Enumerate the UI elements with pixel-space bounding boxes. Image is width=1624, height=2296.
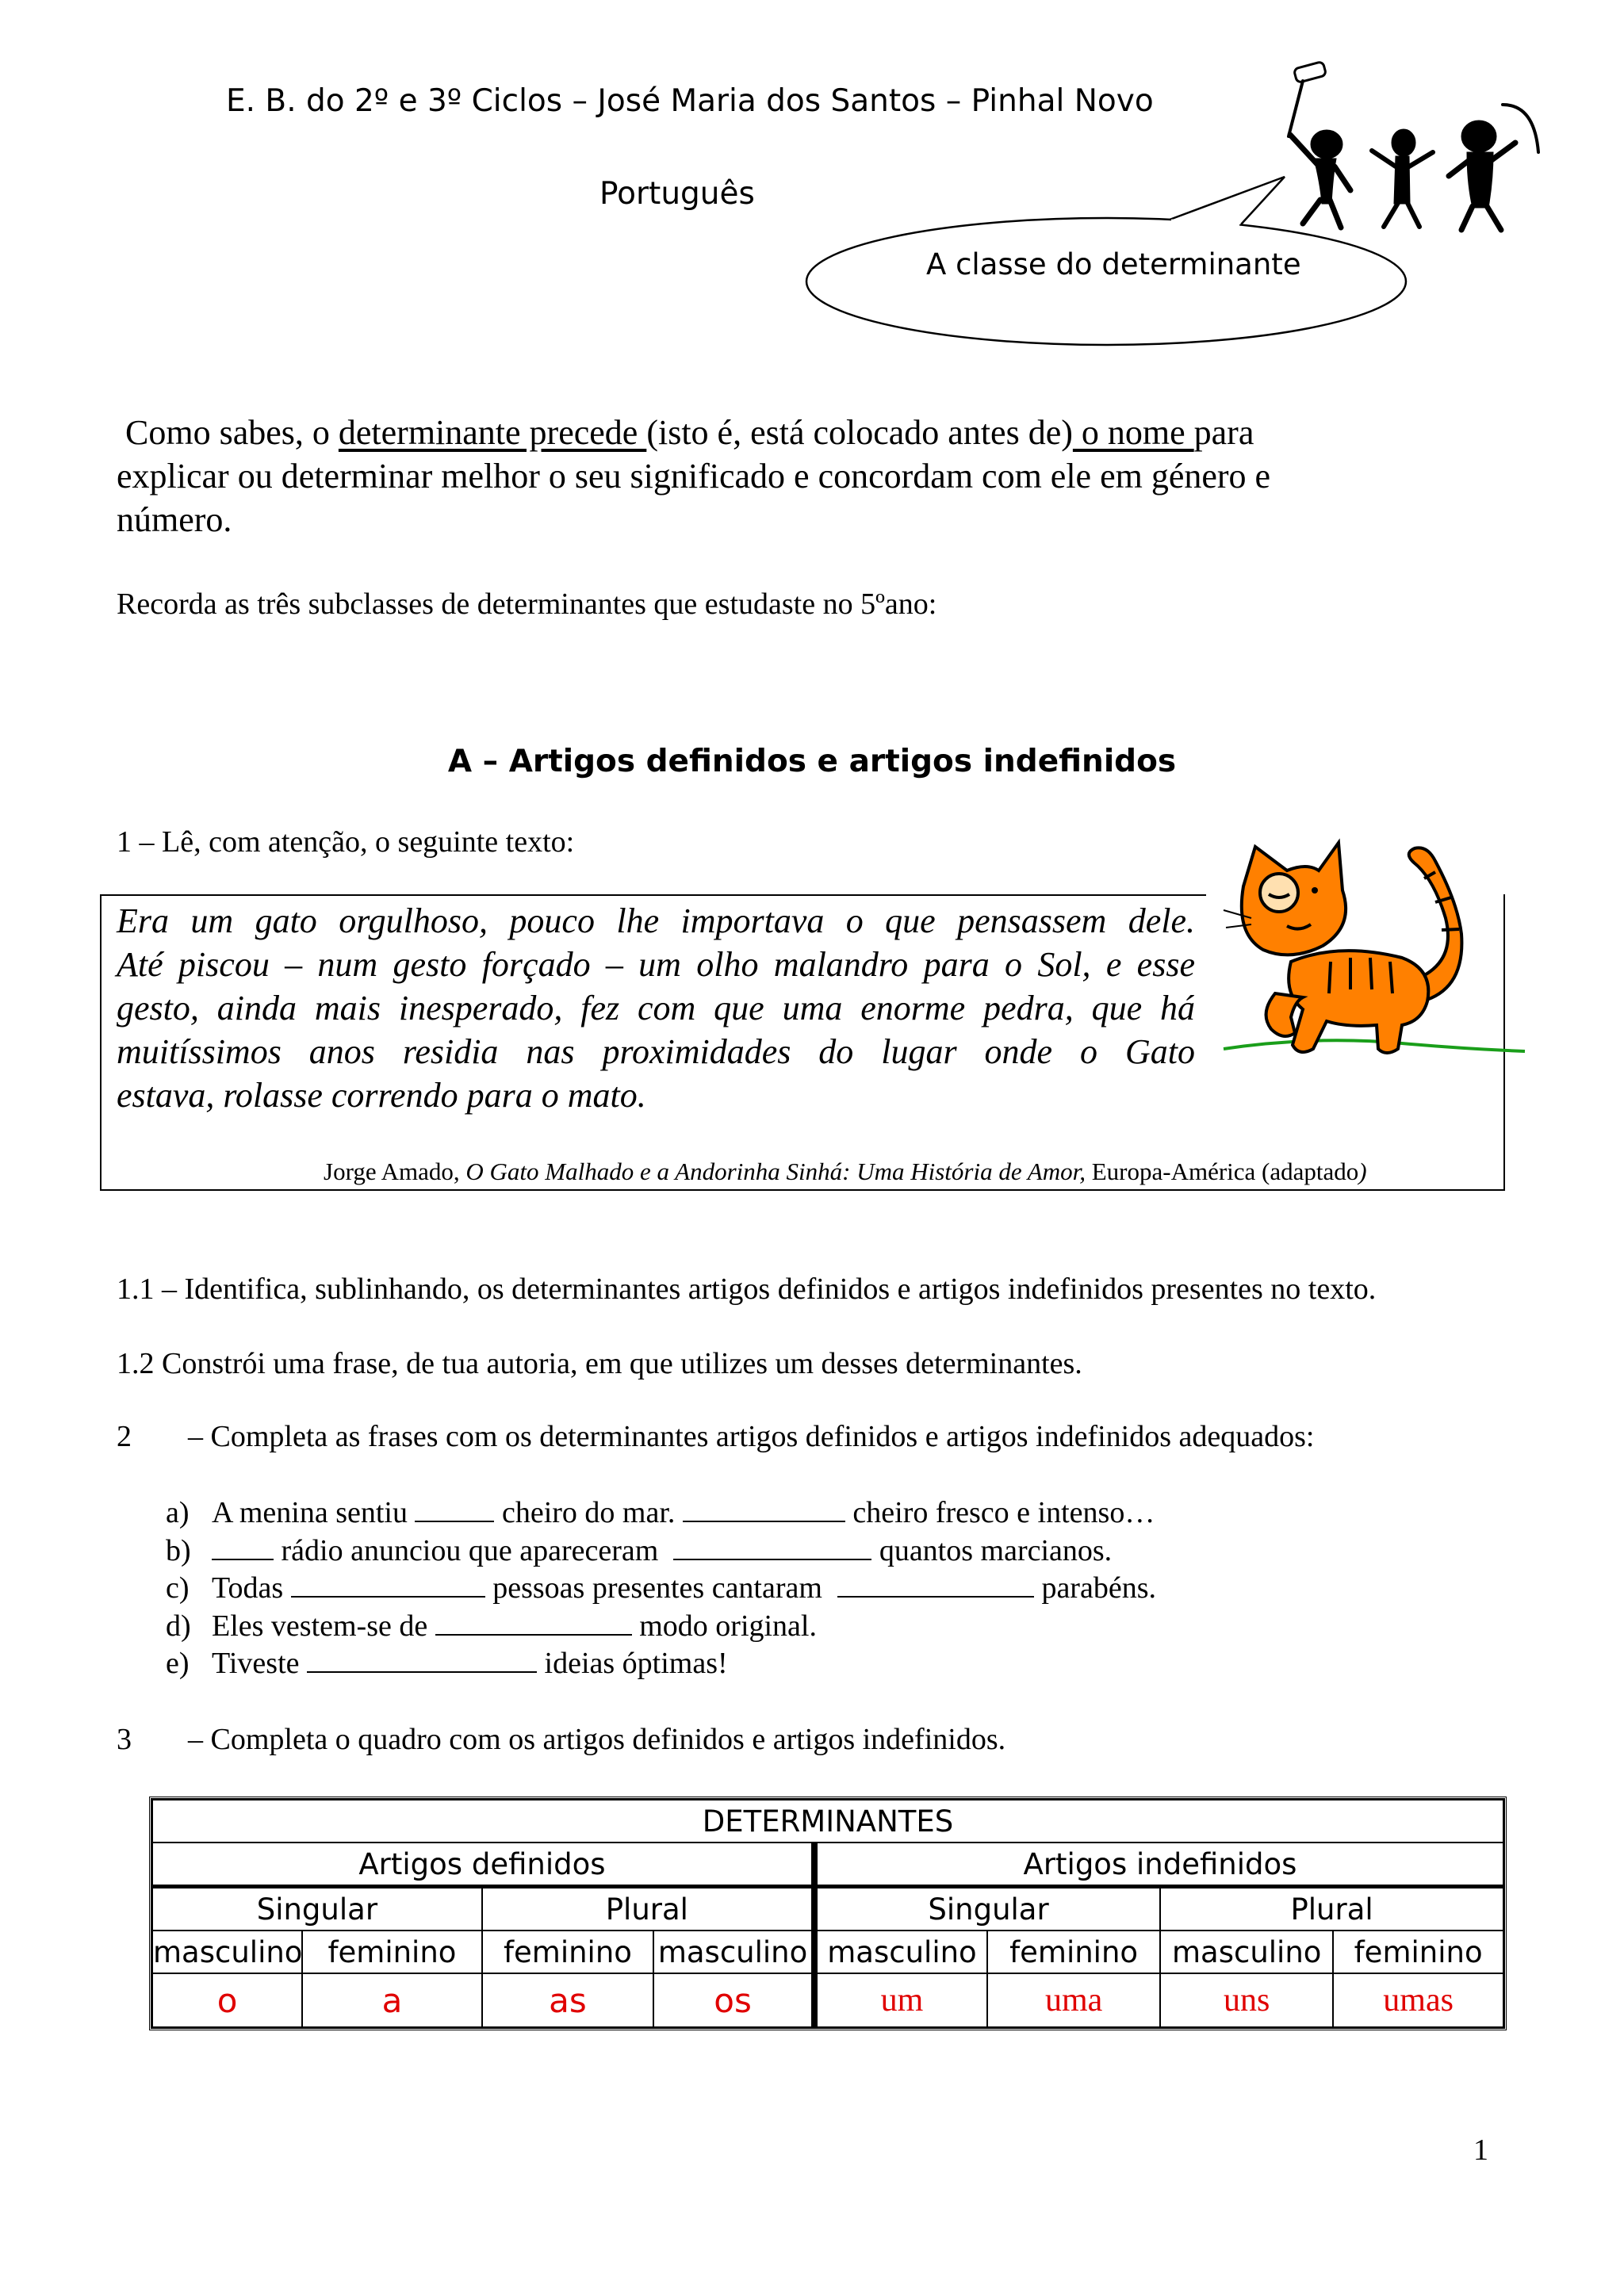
determinants-table [149, 1797, 1507, 2030]
answer-blank[interactable] [837, 1574, 1034, 1598]
sentence-text: ideias óptimas! [544, 1647, 728, 1680]
table-gender-header: masculino [653, 1931, 814, 1973]
sentence-text: modo original. [639, 1609, 817, 1643]
sentence-text: Tiveste [212, 1647, 300, 1680]
question-number: 3 [117, 1723, 132, 1756]
table-gender-header: feminino [482, 1931, 653, 1973]
answer-blank[interactable] [435, 1612, 632, 1636]
citation-end: ) [1358, 1158, 1367, 1185]
underlined-term-nome: o nome [1072, 413, 1194, 452]
sentence-c [166, 1570, 1156, 1608]
sentence-text: Todas [212, 1571, 284, 1605]
sentence-label: a) [166, 1496, 190, 1529]
answer-blank[interactable] [307, 1649, 537, 1673]
question-3 [117, 1722, 1005, 1757]
passage-line: estava, rolasse correndo para o mato. [117, 1076, 646, 1115]
table-header-plural: Plural [482, 1887, 814, 1931]
intro-text: para [1193, 413, 1254, 452]
school-name: E. B. do 2º e 3º Ciclos – José Maria dos Santos – Pinhal Novo [226, 83, 1154, 119]
sentence-label: c) [166, 1571, 190, 1605]
answer-blank[interactable] [212, 1536, 274, 1560]
stick-figures-illustration [1265, 57, 1558, 239]
table-title: DETERMINANTES [152, 1800, 1503, 1843]
citation [324, 1158, 1367, 1186]
table-group-indefinidos: Artigos indefinidos [814, 1843, 1503, 1887]
citation-publisher: Europa-América (adaptado [1091, 1158, 1359, 1185]
sentence-text: A menina sentiu [212, 1496, 408, 1529]
question-1: 1 – Lê, com atenção, o seguinte texto: [117, 825, 575, 859]
answer-blank[interactable] [683, 1498, 845, 1522]
question-1-1: 1.1 – Identifica, sublinhando, os determinantes artigos definidos e artigos indefinidos presentes no texto. [117, 1272, 1377, 1306]
sentence-text: cheiro fresco e intenso… [852, 1496, 1155, 1529]
sentence-d [166, 1608, 1156, 1646]
answer-blank[interactable] [291, 1574, 485, 1598]
cat-illustration [1220, 831, 1529, 1069]
table-gender-header: masculino [1160, 1931, 1333, 1973]
question-2-text: – Completa as frases com os determinantes artigos definidos e artigos indefinidos adequados: [188, 1420, 1315, 1453]
intro-text: Como sabes, o [125, 413, 339, 452]
fill-in-sentences [166, 1494, 1156, 1683]
table-header-singular: Singular [152, 1887, 482, 1931]
subject-title: Português [599, 176, 755, 212]
table-answer-cell[interactable]: uma [987, 1973, 1160, 2027]
table-gender-header: feminino [987, 1931, 1160, 1973]
answer-blank[interactable] [673, 1536, 871, 1560]
table-gender-header: masculino [814, 1931, 987, 1973]
passage-line: Até piscou – num gesto forçado – um olho malandro para o Sol, e esse [117, 945, 1195, 984]
question-number: 2 [117, 1420, 132, 1453]
table-answer-cell[interactable]: as [482, 1973, 653, 2027]
sentence-a [166, 1494, 1156, 1533]
table-gender-header: feminino [1333, 1931, 1503, 1973]
sentence-text: parabéns. [1041, 1571, 1156, 1605]
sentence-label: e) [166, 1647, 190, 1680]
passage-line: Era um gato orgulhoso, pouco lhe importava o que pensassem dele. [117, 901, 1195, 940]
question-2 [117, 1419, 1314, 1454]
intro-line-3: número. [117, 500, 232, 539]
recall-instruction: Recorda as três subclasses de determinantes que estudaste no 5ºano: [117, 587, 937, 621]
answer-blank[interactable] [415, 1498, 494, 1522]
table-gender-header: masculino [152, 1931, 302, 1973]
passage-line: muitíssimos anos residia nas proximidades do lugar onde o Gato [117, 1032, 1195, 1071]
reading-passage [117, 899, 1195, 1117]
sentence-text: pessoas presentes cantaram [492, 1571, 822, 1605]
table-answer-cell[interactable]: a [302, 1973, 482, 2027]
sentence-text: rádio anunciou que apareceram [281, 1533, 659, 1567]
sentence-label: d) [166, 1609, 191, 1643]
citation-title: O Gato Malhado e a Andorinha Sinhá: Uma História de Amor, [465, 1158, 1086, 1185]
sentence-label: b) [166, 1533, 191, 1567]
bubble-title: A classe do determinante [926, 247, 1301, 281]
sentence-b [166, 1533, 1156, 1571]
sentence-e [166, 1645, 1156, 1683]
question-3-text: – Completa o quadro com os artigos definidos e artigos indefinidos. [188, 1723, 1006, 1756]
sentence-text: quantos marcianos. [879, 1533, 1113, 1567]
intro-line-2: explicar ou determinar melhor o seu significado e concordam com ele em género e [117, 457, 1271, 496]
intro-paragraph [117, 411, 1401, 541]
sentence-text: cheiro do mar. [501, 1496, 676, 1529]
table-answer-cell[interactable]: uns [1160, 1973, 1333, 2027]
table-answer-cell[interactable]: umas [1333, 1973, 1503, 2027]
section-heading: A – Artigos definidos e artigos indefinidos [447, 744, 1177, 779]
table-answer-cell[interactable]: os [653, 1973, 814, 2027]
table-group-definidos: Artigos definidos [152, 1843, 814, 1887]
table-header-singular: Singular [814, 1887, 1160, 1931]
underlined-term-determinante: determinante precede [338, 413, 647, 452]
page-number: 1 [1473, 2133, 1488, 2167]
table-gender-header: feminino [302, 1931, 482, 1973]
passage-line: gesto, ainda mais inesperado, fez com que uma enorme pedra, que há [117, 989, 1195, 1027]
table-header-plural: Plural [1160, 1887, 1503, 1931]
question-1-2: 1.2 Constrói uma frase, de tua autoria, em que utilizes um desses determinantes. [117, 1347, 1082, 1380]
table-answer-cell[interactable]: o [152, 1973, 302, 2027]
citation-author: Jorge Amado, [324, 1158, 460, 1185]
sentence-text: Eles vestem-se de [212, 1609, 428, 1643]
intro-text: (isto é, está colocado antes de) [646, 413, 1073, 452]
table-answer-cell[interactable]: um [814, 1973, 987, 2027]
